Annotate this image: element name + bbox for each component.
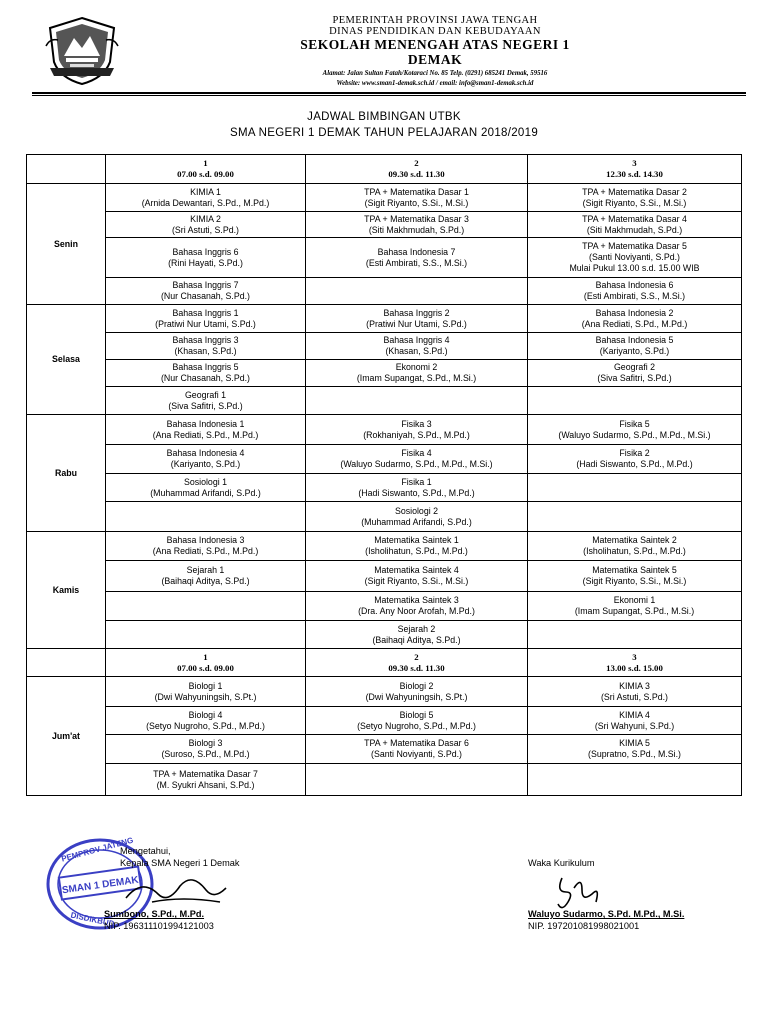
session-time: 09.30 s.d. 11.30 (388, 662, 445, 673)
schedule-row (27, 305, 742, 333)
subject-name: TPA + Matematika Dasar 2 (582, 186, 687, 197)
schedule-cell (306, 415, 528, 445)
schedule-row (27, 445, 742, 474)
schedule-cell (528, 184, 742, 212)
subject-name: Bahasa Indonesia 2 (595, 307, 674, 318)
schedule-cell (528, 677, 742, 707)
schedule-cell (528, 735, 742, 764)
schedule-cell (306, 474, 528, 502)
schedule-cell (306, 677, 528, 707)
schedule-cell (528, 360, 742, 387)
teacher-name: (Rokhaniyah, S.Pd., M.Pd.) (363, 429, 470, 440)
schedule-cell (106, 474, 306, 502)
subject-name: Geografi 1 (184, 389, 227, 400)
signature-right-name: Waluyo Sudarmo, S.Pd. M.Pd., M.Si. (528, 909, 685, 919)
header-corner-cell (27, 649, 106, 677)
schedule-row (27, 238, 742, 278)
subject-name: Sejarah 2 (397, 623, 436, 634)
subject-name: Bahasa Inggris 5 (172, 362, 239, 372)
schedule-cell (106, 278, 306, 305)
subject-name: Biologi 3 (188, 738, 223, 748)
schedule-cell (306, 532, 528, 561)
schedule-cell (306, 238, 528, 278)
schedule-cell (528, 278, 742, 305)
teacher-name: (Pratiwi Nur Utami, S.Pd.) (366, 318, 467, 329)
provincial-emblem-icon (44, 16, 120, 86)
signature-right-block (528, 908, 684, 932)
session-header-3 (528, 649, 742, 677)
session-header-1 (106, 155, 306, 184)
schedule-row (27, 561, 742, 592)
teacher-name: (Baihaqi Aditya, S.Pd.) (372, 634, 461, 645)
teacher-name: (Siti Makhmudah, S.Pd.) (368, 224, 465, 235)
teacher-name: (Dwi Wahyuningsih, S.Pt.) (365, 691, 468, 702)
schedule-row (27, 360, 742, 387)
teacher-name: (Pratiwi Nur Utami, S.Pd.) (155, 318, 256, 329)
schedule-cell (106, 212, 306, 238)
subject-name: Fisika 1 (401, 476, 432, 487)
session-number: 1 (203, 158, 208, 168)
teacher-name: (Supratno, S.Pd., M.Si.) (588, 749, 681, 759)
teacher-name: (Dra. Any Noor Arofah, M.Pd.) (358, 606, 475, 616)
schedule-cell (106, 360, 306, 387)
letterhead-rule-thin (32, 95, 746, 96)
schedule-cell (106, 238, 306, 278)
session-time: 09.30 s.d. 11.30 (388, 169, 445, 179)
subject-name: Fisika 2 (619, 448, 650, 458)
letterhead-government: PEMERINTAH PROVINSI JAWA TENGAH (332, 15, 538, 26)
teacher-name: (Muhammad Arifandi, S.Pd.) (150, 487, 261, 498)
schedule-cell (106, 707, 306, 735)
subject-name: TPA + Matematika Dasar 3 (364, 213, 469, 224)
teacher-name: (Waluyo Sudarmo, S.Pd., M.Pd., M.Si.) (340, 459, 493, 469)
teacher-name: (Siti Makhmudah, S.Pd.) (586, 224, 683, 235)
schedule-cell (528, 502, 742, 532)
subject-name: Matematika Saintek 4 (374, 565, 459, 575)
teacher-name: (Sigit Riyanto, S.Si., M.Si.) (364, 197, 469, 208)
signature-left-line1: Mengetahui, (120, 846, 171, 856)
teacher-name: (Imam Supangat, S.Pd., M.Si.) (574, 606, 695, 616)
teacher-name: (Sri Astuti, S.Pd.) (172, 224, 239, 235)
schedule-cell (106, 764, 306, 796)
subject-name: Ekonomi 2 (395, 362, 438, 372)
header-corner-cell (27, 155, 106, 184)
subject-name: TPA + Matematika Dasar 6 (364, 738, 469, 748)
subject-name: Bahasa Inggris 4 (383, 335, 450, 345)
subject-name: Geografi 2 (613, 362, 656, 372)
day-label-selasa: Selasa (27, 305, 106, 415)
schedule-cell (306, 387, 528, 415)
schedule-cell (306, 764, 528, 796)
schedule-cell (528, 333, 742, 360)
letterhead-school: SEKOLAH MENENGAH ATAS NEGERI 1 (300, 37, 570, 52)
teacher-name: (Hadi Siswanto, S.Pd., M.Pd.) (576, 459, 693, 469)
schedule-row (27, 387, 742, 415)
teacher-name: (Suroso, S.Pd., M.Pd.) (161, 749, 250, 759)
schedule-cell (106, 561, 306, 592)
stamp-center-text: SMAN 1 DEMAK (61, 874, 140, 897)
signature-right-nip: NIP. 197201081998021001 (528, 921, 640, 931)
schedule-row (27, 474, 742, 502)
schedule-cell (528, 764, 742, 796)
teacher-name: (M. Syukri Ahsani, S.Pd.) (156, 779, 255, 790)
teacher-name: (Sri Wahyuni, S.Pd.) (594, 720, 675, 731)
schedule-cell (106, 415, 306, 445)
teacher-name: (Ana Rediati, S.Pd., M.Pd.) (152, 429, 259, 440)
teacher-name: (Sri Astuti, S.Pd.) (601, 691, 668, 702)
session-number: 1 (203, 651, 208, 662)
subject-name: Bahasa Indonesia 5 (595, 335, 674, 345)
subject-name: Bahasa Inggris 2 (383, 307, 450, 318)
teacher-name: (Khasan, S.Pd.) (385, 346, 448, 356)
teacher-name: (Siva Safitri, S.Pd.) (168, 400, 243, 411)
schedule-cell (528, 238, 742, 278)
schedule-row (27, 735, 742, 764)
subject-name: Biologi 5 (399, 709, 434, 720)
teacher-name: (Ana Rediati, S.Pd., M.Pd.) (581, 318, 688, 329)
schedule-cell (528, 387, 742, 415)
cell-note: Mulai Pukul 13.00 s.d. 15.00 WIB (569, 263, 700, 273)
letterhead-department: DINAS PENDIDIKAN DAN KEBUDAYAAN (329, 26, 541, 37)
subject-name: Bahasa Inggris 7 (172, 280, 239, 290)
teacher-name: (Sigit Riyanto, S.Si., M.Si.) (364, 576, 469, 586)
schedule-row (27, 621, 742, 649)
teacher-name: (Nur Chasanah, S.Pd.) (161, 373, 250, 383)
subject-name: Biologi 4 (188, 709, 223, 720)
schedule-cell (106, 735, 306, 764)
schedule-row (27, 502, 742, 532)
schedule-cell (528, 305, 742, 333)
schedule-cell (106, 333, 306, 360)
subject-name: Bahasa Indonesia 3 (166, 535, 245, 545)
teacher-name: (Setyo Nugroho, S.Pd., M.Pd.) (146, 720, 265, 731)
teacher-name: (Nur Chasanah, S.Pd.) (161, 291, 250, 301)
schedule-cell (106, 677, 306, 707)
schedule-row (27, 707, 742, 735)
subject-name: Matematika Saintek 1 (374, 535, 459, 545)
session-header-row (27, 155, 742, 184)
letterhead-website: Website: www.sman1-demak.sch.id / email: info@sman1-demak.sch.id (336, 80, 534, 87)
schedule-cell (306, 333, 528, 360)
session-number: 3 (632, 158, 637, 168)
teacher-name: (Baihaqi Aditya, S.Pd.) (161, 576, 250, 586)
subject-name: Sosiologi 2 (394, 505, 439, 516)
schedule-cell (528, 415, 742, 445)
schedule-row (27, 677, 742, 707)
letterhead-rule-thick (32, 92, 746, 94)
schedule-cell (528, 621, 742, 649)
document-title: JADWAL BIMBINGAN UTBK (307, 111, 461, 123)
session-time: 13.00 s.d. 15.00 (606, 662, 663, 673)
teacher-name: (Siva Safitri, S.Pd.) (597, 373, 672, 383)
schedule-row (27, 212, 742, 238)
schedule-cell (306, 735, 528, 764)
teacher-name: (Kariyanto, S.Pd.) (170, 459, 241, 469)
schedule-cell (528, 212, 742, 238)
schedule-row (27, 764, 742, 796)
subject-name: KIMIA 2 (190, 213, 221, 224)
subject-name: Bahasa Inggris 6 (172, 246, 239, 257)
signature-left-nip: NIP. 196311101994121003 (104, 921, 214, 931)
teacher-name: (Esti Ambirati, S.S., M.Si.) (583, 291, 686, 301)
schedule-cell (528, 592, 742, 621)
subject-name: Fisika 3 (401, 418, 432, 429)
schedule-cell (528, 532, 742, 561)
teacher-name: (Santi Noviyanti, S.Pd.) (371, 749, 462, 759)
subject-name: KIMIA 5 (619, 738, 650, 748)
schedule-cell (106, 592, 306, 621)
session-number: 2 (414, 651, 419, 662)
session-number: 2 (414, 158, 419, 168)
subject-name: KIMIA 3 (619, 680, 650, 691)
schedule-row (27, 333, 742, 360)
schedule-table (26, 154, 742, 796)
schedule-cell (306, 707, 528, 735)
subject-name: Bahasa Indonesia 6 (595, 280, 674, 290)
teacher-name: (Dwi Wahyuningsih, S.Pt.) (154, 691, 257, 702)
subject-name: Bahasa Indonesia 1 (166, 418, 245, 429)
schedule-cell (306, 592, 528, 621)
subject-name: Sejarah 1 (186, 565, 225, 575)
subject-name: Bahasa Indonesia 7 (377, 246, 456, 257)
session-number: 3 (632, 651, 637, 662)
schedule-row (27, 184, 742, 212)
teacher-name: (Ana Rediati, S.Pd., M.Pd.) (152, 546, 259, 556)
schedule-cell (528, 445, 742, 474)
teacher-name: (Arnida Dewantari, S.Pd., M.Pd.) (141, 197, 270, 208)
day-label-jumat: Jum'at (27, 677, 106, 796)
schedule-cell (306, 212, 528, 238)
signature-left (120, 845, 240, 869)
session-time: 12.30 s.d. 14.30 (606, 169, 663, 179)
day-label-rabu: Rabu (27, 415, 106, 532)
schedule-row (27, 278, 742, 305)
session-header-row (27, 649, 742, 677)
schedule-cell (306, 621, 528, 649)
teacher-name: (Imam Supangat, S.Pd., M.Si.) (356, 373, 477, 383)
signature-left-name: Sumbono, S.Pd., M.Pd. (104, 909, 205, 919)
teacher-name: (Isholihatun, S.Pd., M.Pd.) (583, 546, 686, 556)
subject-name: Bahasa Indonesia 4 (166, 448, 245, 458)
session-header-3 (528, 155, 742, 184)
teacher-name: (Hadi Siswanto, S.Pd., M.Pd.) (358, 487, 475, 498)
schedule-cell (306, 305, 528, 333)
schedule-cell (106, 445, 306, 474)
teacher-name: (Setyo Nugroho, S.Pd., M.Pd.) (357, 720, 476, 731)
stamp-top-text: PEMPROV JATENG (60, 835, 135, 864)
subject-name: Matematika Saintek 5 (592, 565, 677, 575)
schedule-cell (306, 445, 528, 474)
schedule-cell (306, 561, 528, 592)
schedule-cell (106, 387, 306, 415)
day-label-kamis: Kamis (27, 532, 106, 649)
schedule-cell (528, 474, 742, 502)
session-header-1 (106, 649, 306, 677)
schedule-cell (306, 360, 528, 387)
subject-name: Ekonomi 1 (613, 595, 656, 605)
subject-name: KIMIA 4 (619, 709, 650, 720)
subject-name: Biologi 2 (399, 680, 434, 691)
session-time: 07.00 s.d. 09.00 (177, 169, 234, 179)
teacher-name: (Khasan, S.Pd.) (174, 346, 237, 356)
teacher-name: (Kariyanto, S.Pd.) (599, 346, 670, 356)
subject-name: Matematika Saintek 2 (592, 535, 677, 545)
teacher-name: (Rini Hayati, S.Pd.) (168, 257, 243, 268)
subject-name: Bahasa Inggris 3 (172, 335, 239, 345)
subject-name: KIMIA 1 (190, 186, 221, 197)
subject-name: TPA + Matematika Dasar 1 (364, 186, 469, 197)
stamp-bottom-text: DISDIKBUD (69, 910, 116, 929)
schedule-cell (106, 184, 306, 212)
subject-name: Fisika 4 (401, 448, 432, 458)
schedule-cell (106, 532, 306, 561)
signature-left-line2: Kepala SMA Negeri 1 Demak (120, 858, 240, 868)
teacher-name: (Esti Ambirati, S.S., M.Si.) (365, 257, 468, 268)
subject-name: Biologi 1 (188, 680, 223, 691)
letterhead-address: Alamat: Jalan Sultan Fatah/Kotaraci No. 85 Telp. (0291) 685241 Demak, 59516 (322, 70, 548, 77)
teacher-name: (Sigit Riyanto, S.Si., M.Si.) (582, 576, 687, 586)
signature-right-title: Waka Kurikulum (528, 858, 595, 868)
teacher-name: (Santi Noviyanti, S.Pd.) (589, 252, 680, 262)
schedule-cell (106, 502, 306, 532)
letterhead (0, 0, 768, 100)
subject-name: TPA + Matematika Dasar 4 (582, 213, 687, 224)
document-subtitle: SMA NEGERI 1 DEMAK TAHUN PELAJARAN 2018/2019 (229, 127, 539, 139)
session-header-2 (306, 649, 528, 677)
schedule-cell (306, 278, 528, 305)
subject-name: Fisika 5 (619, 418, 650, 429)
subject-name: Matematika Saintek 3 (374, 595, 459, 605)
subject-name: TPA + Matematika Dasar 7 (153, 768, 258, 779)
schedule-cell (106, 621, 306, 649)
schedule-row (27, 415, 742, 445)
subject-name: Sosiologi 1 (183, 476, 228, 487)
subject-name: TPA + Matematika Dasar 5 (582, 241, 687, 251)
schedule-cell (528, 561, 742, 592)
letterhead-city: DEMAK (407, 52, 463, 67)
day-label-senin: Senin (27, 184, 106, 305)
schedule-cell (106, 305, 306, 333)
subject-name: Bahasa Inggris 1 (172, 307, 239, 318)
schedule-cell (306, 184, 528, 212)
schedule-row (27, 532, 742, 561)
teacher-name: (Waluyo Sudarmo, S.Pd., M.Pd., M.Si.) (558, 429, 711, 440)
schedule-row (27, 592, 742, 621)
session-time: 07.00 s.d. 09.00 (177, 662, 234, 673)
signature-left-block (104, 908, 214, 932)
teacher-name: (Isholihatun, S.Pd., M.Pd.) (365, 546, 468, 556)
teacher-name: (Muhammad Arifandi, S.Pd.) (361, 516, 472, 527)
teacher-name: (Sigit Riyanto, S.Si., M.Si.) (582, 197, 687, 208)
session-header-2 (306, 155, 528, 184)
schedule-cell (306, 502, 528, 532)
schedule-cell (528, 707, 742, 735)
